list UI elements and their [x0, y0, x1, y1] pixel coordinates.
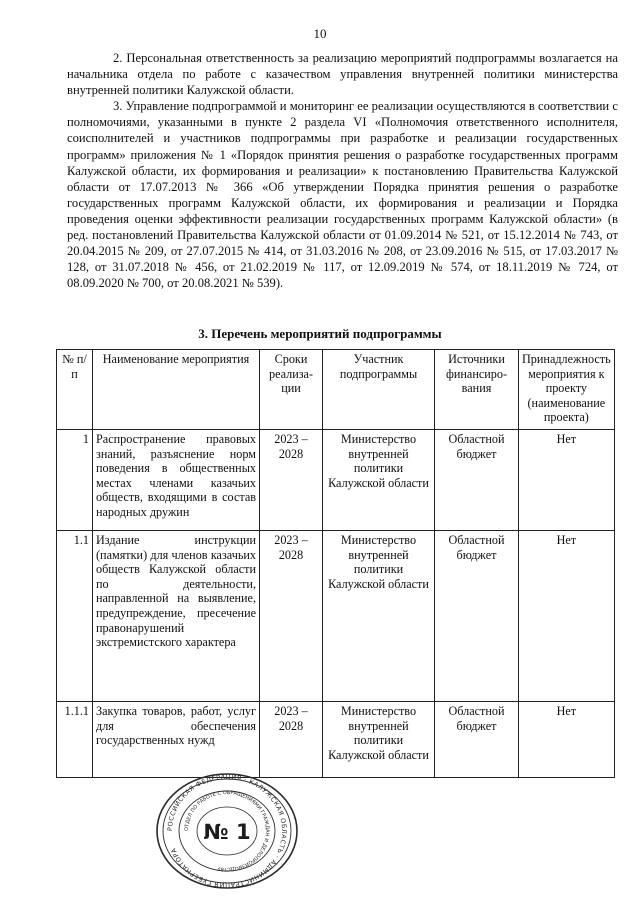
header-project: Принадлежность мероприятия к проекту (наименование проекта) — [519, 350, 615, 430]
row-num: 1 — [57, 430, 93, 531]
row-num: 1.1.1 — [57, 702, 93, 778]
row-source: Областной бюджет — [435, 531, 519, 702]
header-name: Наименование мероприятия — [93, 350, 260, 430]
row-source: Областной бюджет — [435, 430, 519, 531]
row-num: 1.1 — [57, 531, 93, 702]
row-project: Нет — [519, 430, 615, 531]
row-name: Закупка товаров, работ, услуг для обеспечения государственных нужд — [93, 702, 260, 778]
table-row — [57, 531, 615, 702]
row-participant: Министерство внутренней политики Калужской области — [323, 702, 435, 778]
section-title: 3. Перечень мероприятий подпрограммы — [198, 326, 442, 341]
row-term: 2023 – 2028 — [260, 531, 323, 702]
stamp-center-text: № 1 — [203, 820, 251, 844]
row-project: Нет — [519, 531, 615, 702]
paragraph-management: 3. Управление подпрограммой и мониторинг ее реализации осуществляются в соответствии с полномочиями, указанными в пункте 2 раздела VI «Полномочия ответственного исполнителя, соисполнителей и участников подпрограммы при разработке и реализации государственных программ» приложения № 1 «Порядок принятия решения о разработке государственных программ Калужской области, их формирования и реализации» к постановлению Правительства Калужской области от 17.07.2013 № 366 «Об утверждении Порядка принятия решения о разработке государственных программ Калужской области, их формирования и реализации и Порядка проведения оценки эффективности реализации государственных программ Калужской области» (в ред. постановлений Правительства Калужской области от 01.09.2014 № 521, от 15.12.2014 № 743, от 20.04.2015 № 209, от 27.07.2015 № 414, от 31.03.2016 № 208, от 23.09.2016 № 515, от 17.03.2017 № 128, от 31.07.2018 № 456, от 21.02.2019 № 117, от 12.09.2019 № 574, от 18.11.2019 № 724, от 08.09.2020 № 700, от 20.08.2021 № 539). — [67, 99, 618, 291]
paragraph-responsibility: 2. Персональная ответственность за реализацию мероприятий подпрограммы возлагается на начальника отдела по работе с казачеством управления внутренней политики министерства внутренней политики Калужской области. — [67, 51, 618, 98]
page-number: 10 — [313, 26, 327, 41]
row-term: 2023 – 2028 — [260, 702, 323, 778]
table-row — [57, 702, 615, 778]
header-source: Источники финансиро-вания — [435, 350, 519, 430]
stamp-inner-text: ОТДЕЛ ПО РАБОТЕ С ОБРАЩЕНИЯМИ ГРАЖДАН И ДЕЛОПРОИЗВОДСТВУ — [183, 789, 271, 873]
header-participant: Участник подпрограммы — [323, 350, 435, 430]
row-name: Издание инструкции (памятки) для членов казачьих обществ Калужской области по деятельности, направленной на выявление, предупреждение, пресечение правонарушений экстремистского характера — [93, 531, 260, 702]
table-header-row — [57, 350, 615, 430]
table-row — [57, 430, 615, 531]
row-participant: Министерство внутренней политики Калужской области — [323, 531, 435, 702]
row-source: Областной бюджет — [435, 702, 519, 778]
activities-table — [56, 349, 615, 778]
row-term: 2023 – 2028 — [260, 430, 323, 531]
header-term: Сроки реализа-ции — [260, 350, 323, 430]
row-project: Нет — [519, 702, 615, 778]
body-text — [67, 50, 618, 291]
header-num: № п/п — [57, 350, 93, 430]
row-participant: Министерство внутренней политики Калужской области — [323, 430, 435, 531]
row-name: Распространение правовых знаний, разъяснение норм поведения в общественных местах членами казачьих обществ, входящими в состав народных дружин — [93, 430, 260, 531]
stamp-outer-text: РОССИЙСКАЯ ФЕДЕРАЦИЯ · КАЛУЖСКАЯ ОБЛАСТЬ · АДМИНИСТРАЦИЯ ГУБЕРНАТОРА — [165, 772, 289, 890]
official-stamp — [152, 771, 302, 891]
